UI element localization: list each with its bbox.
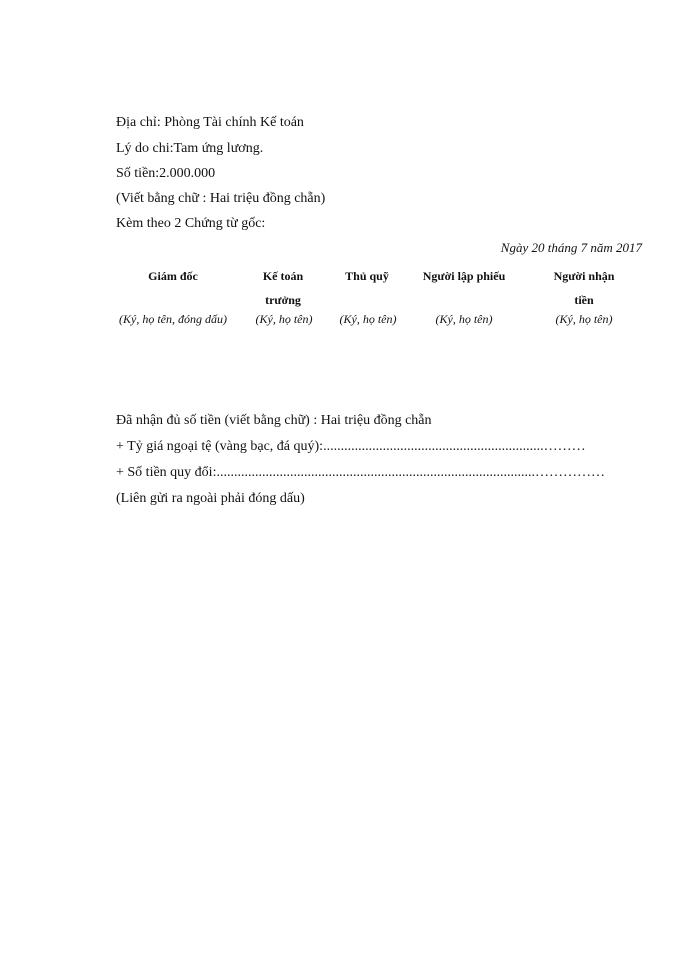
signature-title-text: Kế toán trưởng <box>262 269 304 307</box>
signature-title-text: Thủ quỹ <box>345 269 389 283</box>
signature-note-treasurer: (Ký, họ tên) <box>339 312 397 326</box>
signature-title-text: Người nhận tiền <box>553 269 615 307</box>
date-line: Ngày 20 tháng 7 năm 2017 <box>500 240 642 255</box>
signature-title-text: Người lập phiếu <box>422 269 506 283</box>
attachments-line: Kèm theo 2 Chứng từ gốc: <box>116 216 266 231</box>
exchange-rate-line: + Tỷ giá ngoại tệ (vàng bạc, đá quý):...............................................................……… <box>116 439 586 454</box>
reason-line: Lý do chi:Tam ứng lương. <box>116 141 264 156</box>
signature-note-recipient: (Ký, họ tên) <box>555 312 613 326</box>
signature-note-preparer: (Ký, họ tên) <box>435 312 493 326</box>
received-line: Đã nhận đủ số tiền (viết bằng chữ) : Hai triệu đồng chẵn <box>116 413 432 428</box>
signature-title-director <box>128 264 218 288</box>
address-line: Địa chỉ: Phòng Tài chính Kế toán <box>116 115 304 130</box>
amount-line: Số tiền:2.000.000 <box>116 166 216 181</box>
amount-words-line: (Viết bằng chữ : Hai triệu đồng chẵn) <box>116 191 326 206</box>
signature-title-preparer <box>412 264 516 288</box>
signature-title-recipient <box>546 264 622 312</box>
signature-title-chief-accountant <box>254 264 312 312</box>
converted-amount-line: + Số tiền quy đổi:...........................................................................................…………… <box>116 465 605 480</box>
signature-note-director: (Ký, họ tên, đóng dấu) <box>119 312 227 326</box>
signature-note-chief-accountant: (Ký, họ tên) <box>255 312 313 326</box>
signature-title-text: Giám đốc <box>148 269 198 283</box>
signature-title-treasurer <box>336 264 398 288</box>
stamp-note-line: (Liên gửi ra ngoài phải đóng dấu) <box>116 491 305 506</box>
